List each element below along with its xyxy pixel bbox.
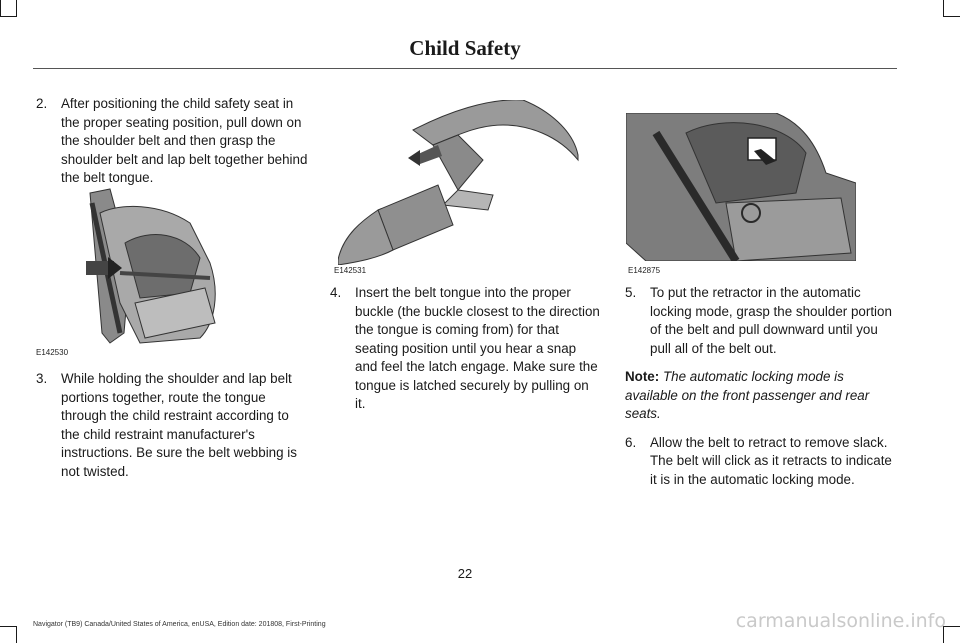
step-text: To put the retractor in the automatic locking mode, grasp the shoulder portion of the belt and pull downward until you pull all of the belt out.: [650, 285, 892, 356]
column-3: [625, 284, 897, 489]
figure-code: E142530: [36, 348, 69, 357]
step-6: [625, 434, 897, 490]
note-label: Note:: [625, 369, 660, 384]
crop-mark: [0, 626, 17, 627]
crop-mark: [16, 626, 17, 643]
crop-mark: [0, 16, 17, 17]
footer-edition: Navigator (TB9) Canada/United States of America, enUSA, Edition date: 201808, First-Printing: [33, 621, 326, 628]
step-5: [625, 284, 897, 358]
step-text: While holding the shoulder and lap belt portions together, route the tongue through the child restraint according to the child restraint manufacturer's instructions. Be sure the belt webbing is not twisted.: [61, 371, 297, 479]
step-number: 6.: [625, 434, 637, 450]
page-number: 22: [457, 566, 473, 581]
step-4: [330, 284, 602, 414]
crop-mark: [16, 0, 17, 17]
step-number: 3.: [36, 371, 48, 386]
column-2: [330, 284, 602, 414]
figure-child-seat-belt: [80, 183, 230, 355]
column-1-lower: [36, 370, 308, 481]
crop-mark: [0, 0, 1, 17]
figure-code: E142531: [334, 266, 367, 275]
crop-mark: [943, 16, 960, 17]
step-text: Allow the belt to retract to remove slack. The belt will click as it retracts to indicate it is in the automatic locking mode.: [650, 434, 892, 487]
column-1: [36, 95, 308, 188]
step-2: [36, 95, 308, 188]
step-number: 2.: [36, 96, 48, 111]
watermark: carmanualsonline.info: [735, 610, 946, 632]
step-text: After positioning the child safety seat in the proper seating position, pull down on the shoulder belt and then grasp the shoulder belt and lap belt together behind the belt tongue.: [61, 96, 308, 185]
step-number: 4.: [330, 285, 342, 300]
crop-mark: [943, 0, 944, 17]
note: [625, 368, 897, 424]
step-3: [36, 370, 308, 481]
note-text: The automatic locking mode is available on the front passenger and rear seats.: [625, 369, 870, 421]
figure-code: E142875: [628, 266, 661, 275]
figure-retractor-locking: [626, 113, 856, 261]
header-rule: [33, 68, 897, 69]
page-title: Child Safety: [409, 36, 521, 60]
figure-belt-tongue-buckle: [338, 100, 586, 265]
step-text: Insert the belt tongue into the proper buckle (the buckle closest to the direction the tongue is coming from) for that seating position until you hear a snap and feel the latch engage. Make sure the tongue is latched securely by pulling on it.: [355, 285, 600, 411]
step-number: 5.: [625, 285, 637, 300]
